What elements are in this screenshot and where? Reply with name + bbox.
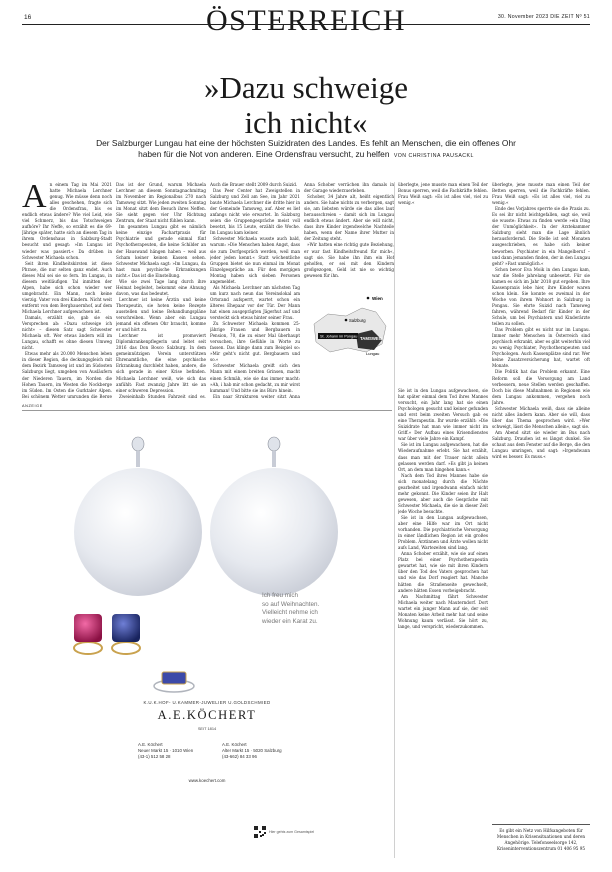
page-number: 16 bbox=[24, 14, 32, 21]
koechert-advertisement[interactable] bbox=[22, 414, 392, 854]
ruby-stone bbox=[74, 614, 102, 642]
paragraph: Auch die Brauer stellt 2009 durch Suizid. bbox=[210, 182, 298, 187]
paragraph: Die Politik hat das Problem erkannt. Eine Reform soll die Versorgung am Land verbessern, neue Stellen werden geschaffen. Doch bis diese Maßnahmen in Regionen wie dem Lungau ankommen, vergehen noch Jahre. bbox=[492, 369, 590, 405]
right-pearl-disc bbox=[210, 468, 338, 596]
paragraph: Seit ihren Kindheitskirsten ist diese Phrase, die nur selten ganz endet. Auch dieses Mal sei sie so fern. Im Lungau, in diesem weitläufigen Tal inmitten der Alpen, habe sich schon wieder wer umgebracht. Ein Mann, noch keine vierzig. Vater von drei Kindern. Nicht weit entfernt von dem Bergbauernhof, auf dem Michaela Lerchner aufgewachsen ist. bbox=[22, 260, 112, 314]
paragraph: Schober, 34 Jahre alt, heißt eigentlich anders. Sie habe nichts zu verbergen, sagt sie, am liebsten würde sie das alles laut herausschreien – damit sich im Lungau endlich etwas ändert. Aber sie will nicht, dass ihre Kinder irgendwelche Nachteile haben, wenn der Name ihrer Mutter in der Zeitung steht. bbox=[304, 194, 394, 242]
sapphire-stone bbox=[112, 614, 140, 642]
headline-line-1: »Dazu schweige bbox=[204, 70, 408, 105]
paragraph: Nach dem Tod ihres Mannes habe sie sich monatelang durch die Nächte gearbeitet und irgendwann einfach nicht mehr gekonnt. Die Kinder seien ihr Halt gewesen, aber auch die Gespräche mit Schwester Michaela, die sie in dieser Zeit jede Woche besuchte. bbox=[398, 472, 488, 514]
paragraph: Am Nachmittag fährt Schwester Michaela weiter nach Mauterndorf. Dort wartet ein junger Mann auf sie, der seit Monaten keine Arbeit mehr hat und seine Wohnung kaum verlässt. Sie hört zu, lange, und verspricht, wiederzukommen. bbox=[398, 593, 488, 629]
article-column-5-top bbox=[398, 182, 488, 286]
paragraph: Etwas mehr als 20.000 Menschen leben in dieser Region, die deckungsgleich mit dem Bezirk Tamsweg ist und im Südosten Salzburgs liegt, umgeben von Ausläufern der Niederen Tauern, im Norden die Hohen Tauern, im Westen die Nockberge im Süden. Im Osten die Gurktaler Alpen. Bei schönem Wetter umrunden die Berge bbox=[22, 351, 112, 398]
left-earring bbox=[74, 437, 202, 596]
paragraph: Schwester Michaela greift sich den Mann mit einem breiten Grinsen, macht einen Schmäh, wie sie das immer macht: »Ah, i hab mir schon gedacht, zu mir wirst kumman! Und bitte sie ins Büro hinein. bbox=[210, 363, 300, 393]
ad-divider bbox=[22, 410, 392, 411]
salzburg-marker bbox=[345, 319, 348, 322]
lungau-map bbox=[306, 286, 392, 376]
paragraph: Als Michaela Lerchner am nächsten Tag um kurz nach neun das Vereinslokal am Ortsrand aufsperrt, wartet schon ein älteres Ehepaar vor der Tür. Der Mann hat einen ausgeprägten Jägerhut auf und versteckt sich etwas hinter seiner Frau. bbox=[210, 284, 300, 321]
paragraph: Zweieinhalb Stunden Fahrzeit sind es, bbox=[119, 393, 206, 398]
paragraph: Zu Schwester Michaela kommen 25-jährige Frauen und Bergbauern in Pension, 70, die zu einer Mal überhaupt versuchen, ihre Gefühle in Worte zu fassen. Das klinge dann zum Beispiel so: »Mir geht's nicht gut. Bergbauern und so.« bbox=[210, 321, 300, 363]
ad-copy-line: Vielleicht nehme ich bbox=[262, 609, 318, 617]
ruby-ring bbox=[74, 614, 102, 654]
map-label-st-johann: St. Johann im Pongau bbox=[320, 334, 358, 339]
paragraph: Ende des Vorjahres sperrte sie die Praxis zu. Es sei ihr nicht leichtgefallen, sagt sie, weil sie wusste: Etwas zu finden werde »ein Ding der Unmöglichkeit«. In der Arztekammer Salzburg sieht man die Lage ähnlich herausfordernd. Die Stelle ist seit Monaten ausgeschrieben, es habe sich keiner beworben. Psychiater in ein Mangelberuf – und dann jemanden finden, der in den Lungau geht? »Fast unmöglich.« bbox=[492, 206, 590, 266]
paragraph: Lerchner ist keine Ärztin und keine Therapeutin, sie hoten keine Rezepte ausstellen und keine Behandlungspläne verschreiben. Wenn aber ein Lungau jemand ein offenen Ohr braucht, komme er und hört zu. bbox=[116, 296, 206, 333]
store-name: A.E. Köchert bbox=[222, 742, 247, 747]
map-label-tamsweg: TAMSWEG bbox=[360, 336, 383, 341]
store-salzburg bbox=[222, 742, 282, 761]
drop-cap: A bbox=[22, 182, 47, 215]
deck bbox=[90, 138, 522, 162]
store-phone: (43-662) 84 33 96 bbox=[222, 754, 257, 760]
paragraph: Sie ist in den Lungau aufgewachsen, aber eine Hilfe war im Ort nicht vorhanden. Die psychiatrische Versorgung in einer ländlichen Region ist ein großes Problem. Ärztinnen und Ärzte wollen nicht aufs Land, Wartezeiten sind lang. bbox=[398, 514, 488, 551]
store-vienna bbox=[138, 742, 193, 761]
paragraph: Im gesamten Lungau gibt es nämlich keine einzige Fachartpraxis für Psychiatrie und gerade einmal fünf Psychotherapeuten, die keine Schilder an der Hauswand hängen haben – weil aus Scham keiner keinen Kassen sehen. Schwester Michaela sagt: »Im Lungau, da hast man psychische Erkrankungen nicht.« Das ist die Einstellung. bbox=[116, 224, 206, 278]
left-pearl-disc bbox=[74, 468, 202, 596]
paragraph: überlegte, jene musste man einen Teil der Betten sperren, weil die Fachkräfte fehlen. Frau Weiß sagt: »Es ist alles viel, viel zu wenig.« bbox=[492, 182, 590, 206]
paragraph: n einem Tag im Mai 2021 hatte Michaela Lerchner genug. Wie müsse denn noch alles geschehen, fragte sich die Ordensfrau, bis es endlich etwas ändere? Wie viel Leid, wie viel Schmerz, bis das Totschweigen aufhöre? Ihr Neffe, so erzählt es die 69-Jährige später, hatte sich an diesem Tag in ihrem Ordenshaus in Salzburg-Stadt besucht und gesagt: »Im Lungau ist wieder was passiert.« Da drüben in Schwester Michaela schon. bbox=[22, 182, 112, 260]
paragraph: Das Problem gibt es nicht nur im Lungau. Immer mehr Menschen in Österreich sind psychisch erkrankt, aber es gibt weiterhin viel zu wenig Psychiater, Psychotherapeuten und Psychologen. Auch Kassenplätze sind rar. Wer keine Zusatzversicherung hat, wartet oft Monate. bbox=[492, 327, 590, 369]
paragraph: Schon bevor Eva Moik in den Lungau kam, war die Stelle jahrelang unbesetzt. Für sie kamen es sich im Jahr 2018 gut ergeben. Ihre Kassenpraxis lebe hier, ihre Kinder waren schon klein. Sie konnte es zweimal in der Woche von ihrem Wohnort in Salzburg in Pongau. Sie ehrte Suizid nach Tamsweg fahren, während Bedarf für Kinder in der Schule, um bei Psychiatern und Kinderärzte teilen zu sollen. bbox=[492, 266, 590, 327]
paragraph: Am Abend sitzt sie wieder im Bus nach Salzburg. Draußen ist es längst dunkel. Sie schaut aus dem Fenster auf die Berge, die den Lungau umringen, und sagt: »Irgendwann wird es besser. Es muss.« bbox=[492, 429, 590, 460]
map-label-lungau: Lungau bbox=[366, 351, 380, 356]
footnote-rule bbox=[492, 824, 590, 825]
paragraph: Schwester Michaela wusste auch bald, warum: »Die Menschen haben Angst, dass sie zum Dorfgespräch werden, weil man jeder jeden kennt.« Statt wöchentliche Gruppen bietet sie nun einmal im Monat Einzelgespräche an. Für den morgigen Montag haben sich sieben Personen angemeldet. bbox=[210, 236, 300, 284]
column-divider bbox=[394, 182, 395, 858]
paragraph: überlegte, jene musste man einen Teil der Bonus sperren, weil die Fachkräfte fehlen. Frau Weiß sagt: »Es ist alles viel, viel zu wenig.« bbox=[398, 182, 488, 206]
article-column-5-bottom bbox=[398, 388, 488, 858]
store-name: A.E. Köchert bbox=[138, 742, 163, 747]
ad-website-link[interactable]: www.koechert.com bbox=[188, 778, 226, 783]
ad-brand-logo: A.E.KÖCHERT bbox=[157, 708, 257, 722]
map-label-wien: Wien bbox=[372, 296, 383, 301]
deck-text: Der Salzburger Lungau hat eine der höchsten Suizidraten des Landes. Es fehlt an Menschen, die ein offenes Ohr haben für die Not von anderen. Eine Ordensfrau versucht, zu helfen bbox=[96, 138, 516, 160]
section-title: ÖSTERREICH bbox=[205, 4, 406, 37]
byline: VON CHRISTINA PAUSACKL bbox=[393, 153, 474, 160]
jewelry-illustration bbox=[22, 414, 392, 704]
right-earring bbox=[210, 437, 338, 596]
headline bbox=[0, 70, 612, 140]
ad-label: ANZEIGE bbox=[22, 404, 43, 408]
article-column-1 bbox=[22, 182, 112, 398]
paragraph: Anna Schober verrächen ihn damals in der Garage wiederzuerleben. bbox=[304, 182, 394, 194]
paragraph: Damals, erzählt sie, gab sie ein Versprechen ab: »Dazu schweige ich nicht« – diesen Satz sagt Schwester Michaela oft. Wer etwas ändern will im Lungau, schafft es ohne diesen Umweg nicht. bbox=[22, 315, 112, 351]
store-phone: (43-1) 512 58 28 bbox=[138, 754, 171, 760]
paragraph: Wie sie zwei Tage lang durch ihre Heimat begleitet, bekommt eine Ahnung davon, was das bedeutet. bbox=[116, 278, 206, 296]
ad-copy-line: wieder ein Karat zu. bbox=[262, 617, 318, 625]
masthead-rule bbox=[22, 24, 590, 25]
ad-founded: SEIT 1814 bbox=[197, 726, 217, 731]
ad-copy bbox=[262, 592, 382, 626]
ad-tagline: K.U.K.HOF- U.KAMMER-JUWELIER U.GOLDSCHMIED bbox=[143, 700, 271, 705]
footnote: Es gibt ein Netz von Hilfsangeboten für Menschen in Krisensituationen und deren Angehörige. Telefonseelsorge 142, Kriseninterventionszentrum 01 406 95 95 bbox=[496, 828, 586, 852]
qr-code-icon[interactable] bbox=[254, 826, 266, 838]
paragraph: Das Peer Center hat Zweigstellen in Salzburg und Zell am See, im Jahr 2021 baute Michaela Lerchner die dritte hier in der Gemeinde Tamsweg, auf. Aber es lief anfangs nicht wie erwartet. In Salzburg seien die Gruppengespräche meist voll besetzt, bis 15 Leute, erzählt die Woche. Im Lungau kam keiner. bbox=[210, 188, 300, 236]
wien-marker bbox=[367, 297, 370, 300]
paragraph: »Wir hatten eine richtig gute Beziehung, er war fast Kindheitsfreund für mich«, sagt sie. Sie habe ihn ihm ein Hof geholfen, er sei mit den Kindern großgezogen, Geld ist nie so wichtig gewesen für ihn. bbox=[304, 242, 394, 278]
article-column-2 bbox=[116, 182, 206, 398]
ad-copy-line: so auf Weihnachten. bbox=[262, 600, 320, 608]
diamond-ring bbox=[154, 672, 194, 692]
paragraph: Ein paar Strukturen weiter sitzt Anna bbox=[213, 393, 300, 398]
ad-copy-line: Ich freu mich bbox=[262, 592, 299, 599]
paragraph: Sie ist im Lungau aufgewachsen, hat die Wiederaufnahme erlebt. Sie hat erzählt, dass man mit der Trauer nicht allein gelassen werden darf. »Es gibt ja keinen Ort, an dem man hingehen kann.« bbox=[398, 442, 488, 472]
store-address: Alter Markt 15 · 5020 Salzburg bbox=[222, 748, 282, 754]
store-address: Neuer Markt 15 · 1010 Wien bbox=[138, 748, 194, 754]
sapphire-ring bbox=[112, 614, 140, 654]
paragraph: Lerchner ist promoviert Diplomkrankenpflegerin und leitet seit 2016 das Don Bosco Salzburg. In dem gemeinnützigen Verein unterstützen Ehrenamtliche, die eine psychische Erkrankung durchlebt haben, andere, die sich gerade in einer Krise befinden. Michaela Lerchner weiß, wie sich das anfühlt: Fast zwanzig Jahre litt sie an einer schweren Depression. bbox=[116, 333, 206, 393]
article-column-6 bbox=[492, 182, 590, 822]
headline-line-2: ich nicht« bbox=[244, 105, 368, 140]
paragraph: Sie ist in den Lungau aufgewachsen, sie hat später einmal dem Tod ihres Mannes versucht, ein Jahr lang hat sie einen Psychologen gesucht und keiner gefunden und erst beim zweiten Versuch gab es eine Therapeutin. Ihr wurde erzählt: »Die Suizidrate hat man wie immer nicht im Griff.« Der Aufbau eines Krisendienstes war über viele Jahre ein Kampf. bbox=[398, 388, 488, 442]
map-label-salzburg: Salzburg bbox=[349, 318, 366, 323]
qr-label: Hier gehts zum Gesamtspiel bbox=[269, 830, 315, 834]
article-column-3 bbox=[210, 182, 300, 398]
dateline: 30. November 2023 DIE ZEIT Nº 51 bbox=[497, 14, 590, 20]
paragraph: Das ist der Grund, warum Michaela Lerchner an diesem Sonntagnachmittag im November im Regionalbus 270 nach Tamsweg sitzt. Wie jeden zweiten Sonntag im Monat sitzt dem Besuch ihres Neffen. Sie sieht gegen vier Uhr Richtung Zentrum, der Staat nicht fühlen kann. bbox=[116, 182, 206, 224]
paragraph: Anna Schober erzählt, wie sie auf einen Platz bei einer Psychotherapeutin gewartet hat, wie sie mit ihren Kindern über den Tod des Vaters gesprochen hat und wie das Dorf reagiert hat. Manche hätten die Straßenseite gewechselt, andere hätten Essen vorbeigebracht. bbox=[398, 551, 488, 593]
paragraph: Schwester Michaela weiß, dass sie alleine nicht alles ändern kann. Aber sie will, dass über das Thema gesprochen wird. »Wer schweigt, lässt die Menschen allein«, sagt sie. bbox=[492, 405, 590, 429]
